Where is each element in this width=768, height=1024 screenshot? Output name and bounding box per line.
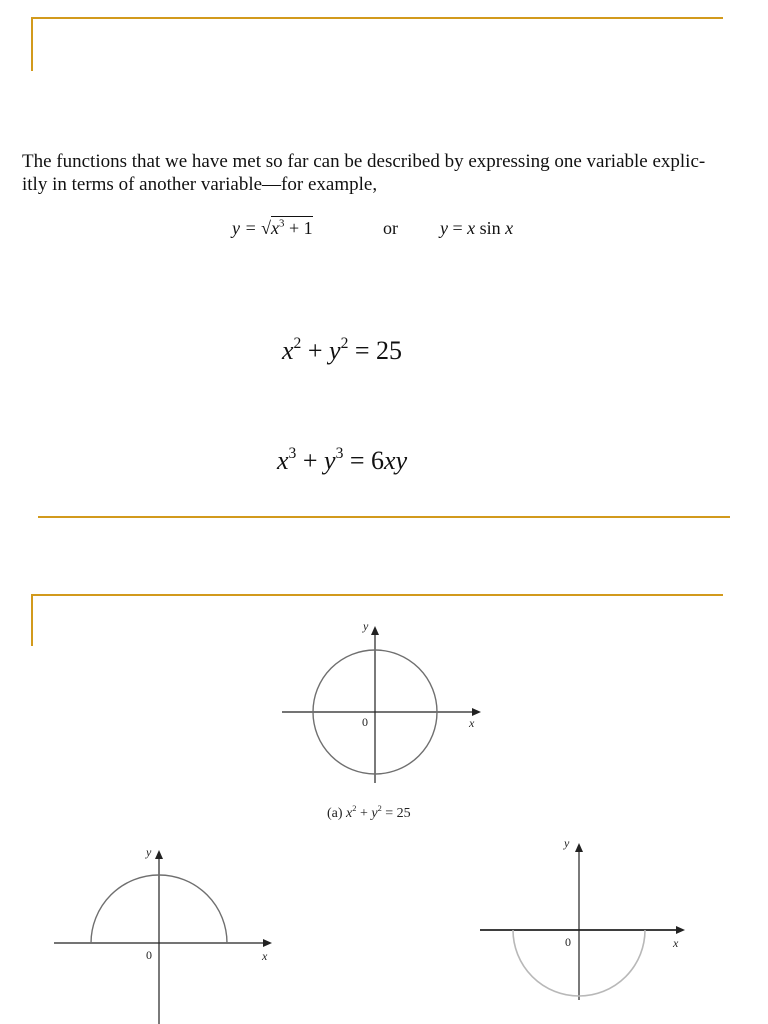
eq2-y: y: [440, 218, 448, 238]
caption-a-rhs: = 25: [381, 806, 411, 821]
folium-plus: +: [296, 446, 325, 475]
eq2-eq: =: [448, 218, 468, 238]
graph-c-origin: 0: [565, 935, 571, 949]
caption-a-prefix: (a): [327, 806, 347, 821]
folium-exp-x: 3: [288, 445, 297, 463]
folium-eq: = 6: [343, 446, 385, 475]
caption-a-x: x: [346, 806, 353, 821]
graph-c-x-label: x: [673, 936, 679, 950]
eq1-exponent: 3: [279, 217, 285, 230]
caption-a-plus: +: [356, 806, 372, 821]
folium-exp-y: 3: [335, 445, 344, 463]
circle-plus: +: [301, 336, 330, 365]
graph-a-y-label: y: [363, 619, 369, 633]
graph-a-x-label: x: [469, 716, 475, 730]
sqrt-sign: √: [261, 218, 272, 238]
intro-line-2: itly in terms of another variable—for example,: [22, 174, 378, 195]
eq2-sin: sin: [475, 218, 506, 238]
intro-line-1: The functions that we have met so far can be described by expressing one variable explic-: [22, 151, 706, 172]
eq1-lhs: y =: [232, 218, 262, 238]
eq1-x: x: [271, 218, 280, 238]
graph-a-origin: 0: [362, 715, 368, 729]
folium-y: y: [324, 446, 336, 475]
folium-x: x: [277, 446, 289, 475]
circle-exp-y: 2: [340, 335, 349, 353]
graph-c-x-arrow: [676, 926, 685, 934]
example-or: or: [383, 218, 398, 238]
circle-rhs: = 25: [348, 336, 403, 365]
circle-exp-x: 2: [293, 335, 302, 353]
graph-c-y-label: y: [564, 836, 570, 850]
eq2-x: x: [467, 218, 476, 238]
graph-b-y-label: y: [146, 845, 152, 859]
caption-a-y: y: [371, 806, 378, 821]
eq1-tail: + 1: [284, 218, 313, 238]
eq2-x2: x: [505, 218, 514, 238]
caption-a-exp-y: 2: [377, 804, 382, 814]
folium-xy: xy: [384, 446, 408, 475]
graph-b-origin: 0: [146, 948, 152, 962]
graph-b-x-label: x: [262, 949, 268, 963]
circle-x: x: [282, 336, 294, 365]
graph-c-y-arrow: [575, 843, 583, 852]
circle-y: y: [329, 336, 341, 365]
caption-a-exp-x: 2: [352, 804, 357, 814]
